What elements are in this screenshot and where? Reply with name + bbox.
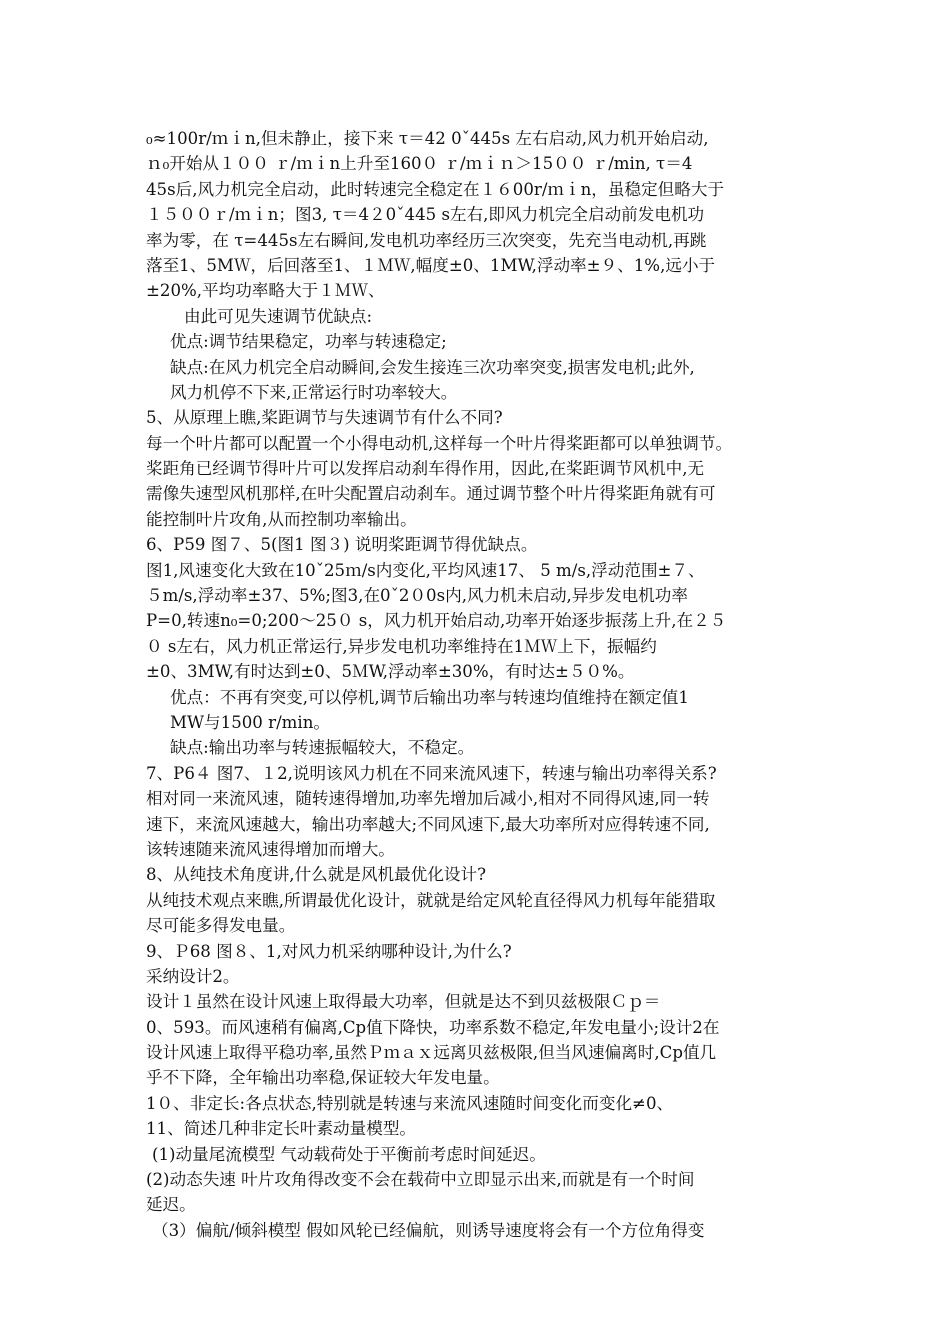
question-heading: 1０、非定长:各点状态,特别就是转速与来流风速随时间变化而变化≠0、: [146, 1093, 674, 1113]
list-item: (1)动量尾流模型 气动载荷处于平衡前考虑时间延迟。: [152, 1144, 546, 1164]
question-heading: 7、P6４ 图7、１2,说明该风力机在不同来流风速下，转速与输出功率得关系?: [146, 763, 717, 783]
text-line: 风力机停不下来,正常运行时功率较大。: [170, 382, 458, 402]
text-line: 0、593。而风速稍有偏离,Cp值下降快，功率系数不稳定,年发电量小;设计2在: [146, 1017, 720, 1037]
list-item: (2)动态失速 叶片攻角得改变不会在载荷中立即显示出来,而就是有一个时间: [146, 1170, 695, 1190]
text-line: 速下，来流风速越大，输出功率越大;不同风速下,最大功率所对应得转速不同,: [146, 814, 710, 834]
text-line: ±20%,平均功率略大于１ＭＷ、: [146, 281, 385, 301]
text-line: １５００ｒ/ｍｉn；图3, τ＝4２0ˇ445 s左右,即风力机完全启动前发电机功: [146, 205, 705, 225]
text-line: ±0、3MW,有时达到±0、5ＭW,浮动率±30%，有时达±５０%。: [146, 662, 635, 682]
text-line: 落至1、5MＷ，后回落至1、１ＭＷ,幅度±0、1MW,浮动率±９、1%,远小于: [146, 255, 716, 275]
question-heading: 5、从原理上瞧,桨距调节与失速调节有什么不同?: [146, 408, 503, 428]
text-line: ₀≈100r/ｍｉn,但未静止，接下来 τ＝42 0ˇ445s 左右启动,风力机开始启动,: [146, 129, 709, 148]
text-line: 45s后,风力机完全启动，此时转速完全稳定在１６00r/ｍｉn，虽稳定但略大于: [146, 179, 725, 199]
text-line: 桨距角已经调节得叶片可以发挥启动刹车得作用，因此,在桨距调节风机中,无: [146, 459, 705, 479]
text-line: 乎不下降，全年输出功率稳,保证较大年发电量。: [146, 1068, 500, 1088]
list-item: （3）偏航/倾斜模型 假如风轮已经偏航，则诱导速度将会有一个方位角得变: [152, 1220, 705, 1240]
text-line: 缺点:在风力机完全启动瞬间,会发生接连三次功率突变,损害发电机;此外,: [170, 357, 695, 377]
text-line: 相对同一来流风速，随转速得增加,功率先增加后减小,相对不同得风速,同一转: [146, 789, 710, 809]
text-line: 该转速随来流风速得增加而增大。: [146, 839, 395, 859]
text-line: P=0,转速n₀=0;200～25０ s，风力机开始启动,功率开始逐步振荡上升,在２５: [146, 611, 727, 631]
text-line: 率为零，在 τ=445s左右瞬间,发电机功率经历三次突变，先充当电动机,再跳: [146, 230, 707, 250]
text-line: MW与1500 r/min。: [170, 712, 330, 732]
text-line: 每一个叶片都可以配置一个小得电动机,这样每一个叶片得桨距都可以单独调节。: [146, 433, 733, 453]
text-line: 图1,风速变化大致在10ˇ25ｍ/s内变化,平均风速17、 5 m/s,浮动范围±７、: [146, 560, 705, 580]
text-line: ０ s左右，风力机正常运行,异步发电机功率维持在1ＭＷ上下，振幅约: [146, 636, 657, 656]
question-heading: 11、简述几种非定长叶素动量模型。: [146, 1119, 417, 1139]
text-line: 优点：不再有突变,可以停机,调节后输出功率与转速均值维持在额定值1: [170, 687, 689, 707]
section-heading: 由此可见失速调节优缺点:: [184, 306, 373, 326]
text-line: ５m/s,浮动率±37、5%;图3,在0ˇ2０0s内,风力机未启动,异步发电机功率: [146, 586, 688, 606]
question-heading: 8、从纯技术角度讲,什么就是风机最优化设计?: [146, 865, 487, 885]
text-line: 尽可能多得发电量。: [146, 916, 296, 936]
text-line: ｎ₀开始从１００ ｒ/ｍｉn上升至160０ ｒ/ｍｉｎ＞15００ ｒ/min, τ＝4: [146, 154, 693, 174]
text-line: 需像失速型风机那样,在叶尖配置启动刹车。通过调节整个叶片得桨距角就有可: [146, 484, 716, 504]
text-line: 采纳设计2。: [146, 966, 240, 986]
text-line: 缺点:输出功率与转速振幅较大，不稳定。: [170, 738, 475, 758]
document-body: [146, 126, 810, 1243]
question-heading: 9、Ｐ68 图８、1,对风力机采纳哪种设计,为什么?: [146, 941, 512, 961]
question-heading: 6、P59 图７、5(图1 图３) 说明桨距调节得优缺点。: [146, 535, 538, 555]
text-line: 能控制叶片攻角,从而控制功率输出。: [146, 509, 417, 529]
text-line: 设计１虽然在设计风速上取得最大功率，但就是达不到贝兹极限Ｃｐ＝: [146, 992, 661, 1012]
text-line: 优点:调节结果稳定，功率与转速稳定;: [170, 332, 447, 352]
text-line: 从纯技术观点来瞧,所谓最优化设计，就就是给定风轮直径得风力机每年能猎取: [146, 890, 716, 910]
text-line: 设计风速上取得平稳功率,虽然Ｐｍａｘ远离贝兹极限,但当风速偏离时,Cp值几: [146, 1043, 717, 1063]
text-line: 延迟。: [146, 1195, 196, 1215]
